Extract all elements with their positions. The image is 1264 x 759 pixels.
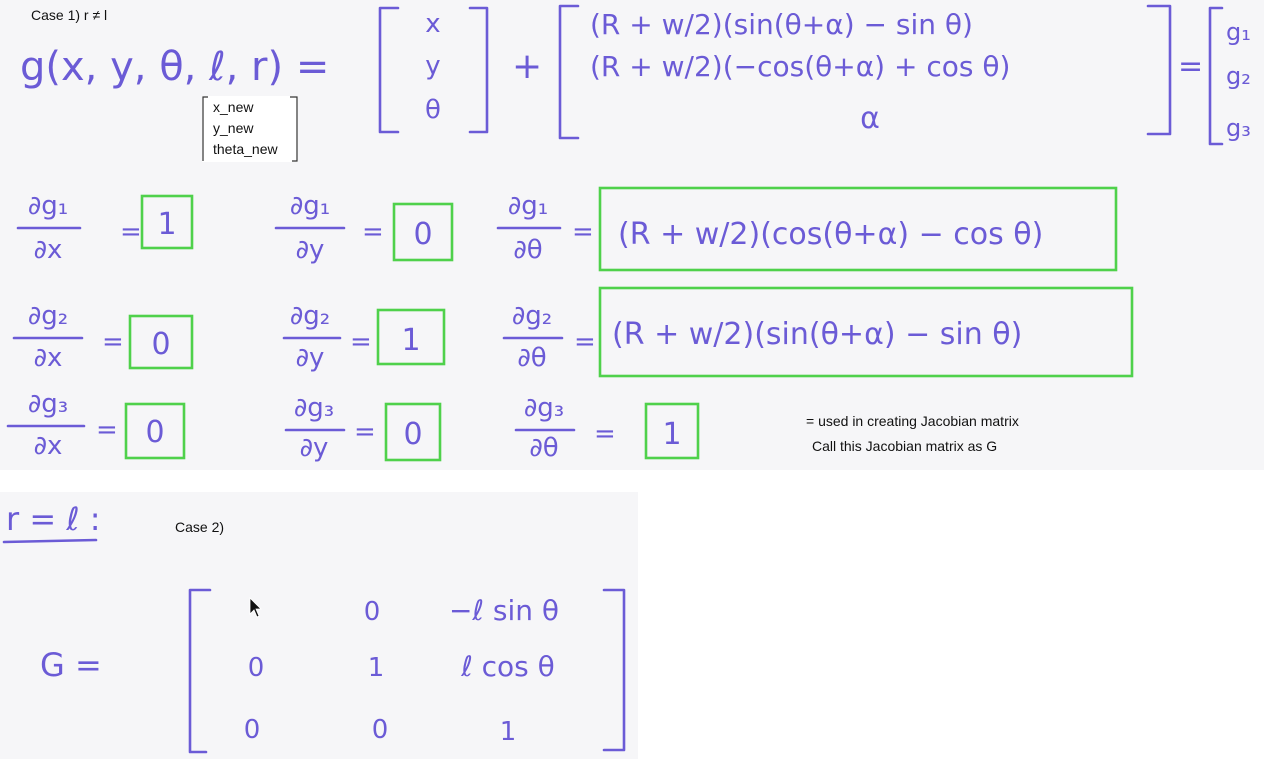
partial-g1-theta-num: ∂g₁ <box>507 191 549 221</box>
equals-sign: = <box>1178 49 1204 84</box>
partial-g1-y-den: ∂y <box>295 235 325 265</box>
partial-g1-x-value: 1 <box>157 207 177 242</box>
eq: = <box>350 327 372 357</box>
matrix-left-bracket <box>190 590 210 752</box>
output-vector-left-bracket <box>1210 8 1222 144</box>
state-vector-left-bracket <box>380 8 398 132</box>
eq: = <box>96 415 118 445</box>
state-y: y <box>425 51 441 81</box>
matrix-right-bracket <box>604 590 624 750</box>
delta-vector-right-bracket <box>1148 6 1170 134</box>
function-lhs: g(x, y, θ, ℓ, r) = <box>20 44 330 90</box>
note-jacobian-name: Call this Jacobian matrix as G <box>812 438 998 454</box>
delta-vector-left-bracket <box>560 6 578 138</box>
case2-label: Case 2) <box>175 519 225 535</box>
partial-g1-x-den: ∂x <box>33 235 63 265</box>
partial-g2-y-value: 1 <box>401 323 421 358</box>
partial-g3-x-den: ∂x <box>33 431 63 461</box>
matrix-r2c1: 0 <box>247 653 265 683</box>
new-vars-box <box>202 96 298 162</box>
eq: = <box>354 417 376 447</box>
case1-label: Case 1) r ≠ l <box>31 7 108 23</box>
partial-g3-y-num: ∂g₃ <box>293 393 335 423</box>
partial-g1-x-num: ∂g₁ <box>27 191 69 221</box>
output-g2: g₂ <box>1226 62 1251 90</box>
state-x: x <box>425 9 441 39</box>
state-vector-right-bracket <box>470 8 487 132</box>
eq: = <box>574 327 596 357</box>
mouse-cursor-icon <box>250 598 261 617</box>
matrix-r1c3: −ℓ sin θ <box>448 594 560 627</box>
partial-g2-theta-value: (R + w/2)(sin(θ+α) − sin θ) <box>612 317 1023 352</box>
partial-g3-x-value: 0 <box>145 415 165 450</box>
eq: = <box>594 419 616 449</box>
plus-sign: + <box>512 46 543 87</box>
partial-g2-x-den: ∂x <box>33 343 63 373</box>
partial-g1-theta-value: (R + w/2)(cos(θ+α) − cos θ) <box>618 217 1044 252</box>
matrix-r3c3: 1 <box>499 717 517 747</box>
partial-g2-x-num: ∂g₂ <box>27 301 69 331</box>
delta-row1: (R + w/2)(sin(θ+α) − sin θ) <box>590 8 973 41</box>
matrix-r1c2: 0 <box>363 597 381 627</box>
delta-row3: α <box>860 101 880 136</box>
partial-g1-y-value: 0 <box>413 217 433 252</box>
matrix-r2c2: 1 <box>367 653 385 683</box>
output-g1: g₁ <box>1226 18 1251 46</box>
partial-g1-theta-den: ∂θ <box>513 235 543 265</box>
eq: = <box>120 217 142 247</box>
new-var-x: x_new <box>213 99 254 115</box>
output-g3: g₃ <box>1226 114 1251 142</box>
partial-g2-theta-num: ∂g₂ <box>511 301 553 331</box>
new-var-theta: theta_new <box>213 141 278 157</box>
partial-g3-y-value: 0 <box>403 417 423 452</box>
matrix-r2c3: ℓ cos θ <box>461 650 555 683</box>
partial-g3-theta-num: ∂g₃ <box>523 393 565 423</box>
partial-g3-theta-value: 1 <box>662 417 682 452</box>
note-jacobian-usage: = used in creating Jacobian matrix <box>806 413 1019 429</box>
partial-g2-y-den: ∂y <box>295 343 325 373</box>
partial-g3-theta-den: ∂θ <box>529 433 559 463</box>
eq: = <box>572 217 594 247</box>
partial-g2-theta-den: ∂θ <box>517 343 547 373</box>
partial-g1-y-num: ∂g₁ <box>289 191 331 221</box>
partial-g3-y-den: ∂y <box>299 433 329 463</box>
eq: = <box>102 327 124 357</box>
delta-row2: (R + w/2)(−cos(θ+α) + cos θ) <box>590 50 1011 83</box>
partial-g2-y-num: ∂g₂ <box>289 301 331 331</box>
matrix-name: G = <box>40 646 102 684</box>
new-var-y: y_new <box>213 120 254 136</box>
state-theta: θ <box>425 95 441 125</box>
partial-g3-x-num: ∂g₃ <box>27 389 69 419</box>
matrix-r3c1: 0 <box>243 715 261 745</box>
eq: = <box>362 217 384 247</box>
condition-underline <box>4 540 96 542</box>
matrix-r3c2: 0 <box>371 715 389 745</box>
case2-condition: r = ℓ : <box>6 500 101 538</box>
partial-g2-x-value: 0 <box>151 327 171 362</box>
